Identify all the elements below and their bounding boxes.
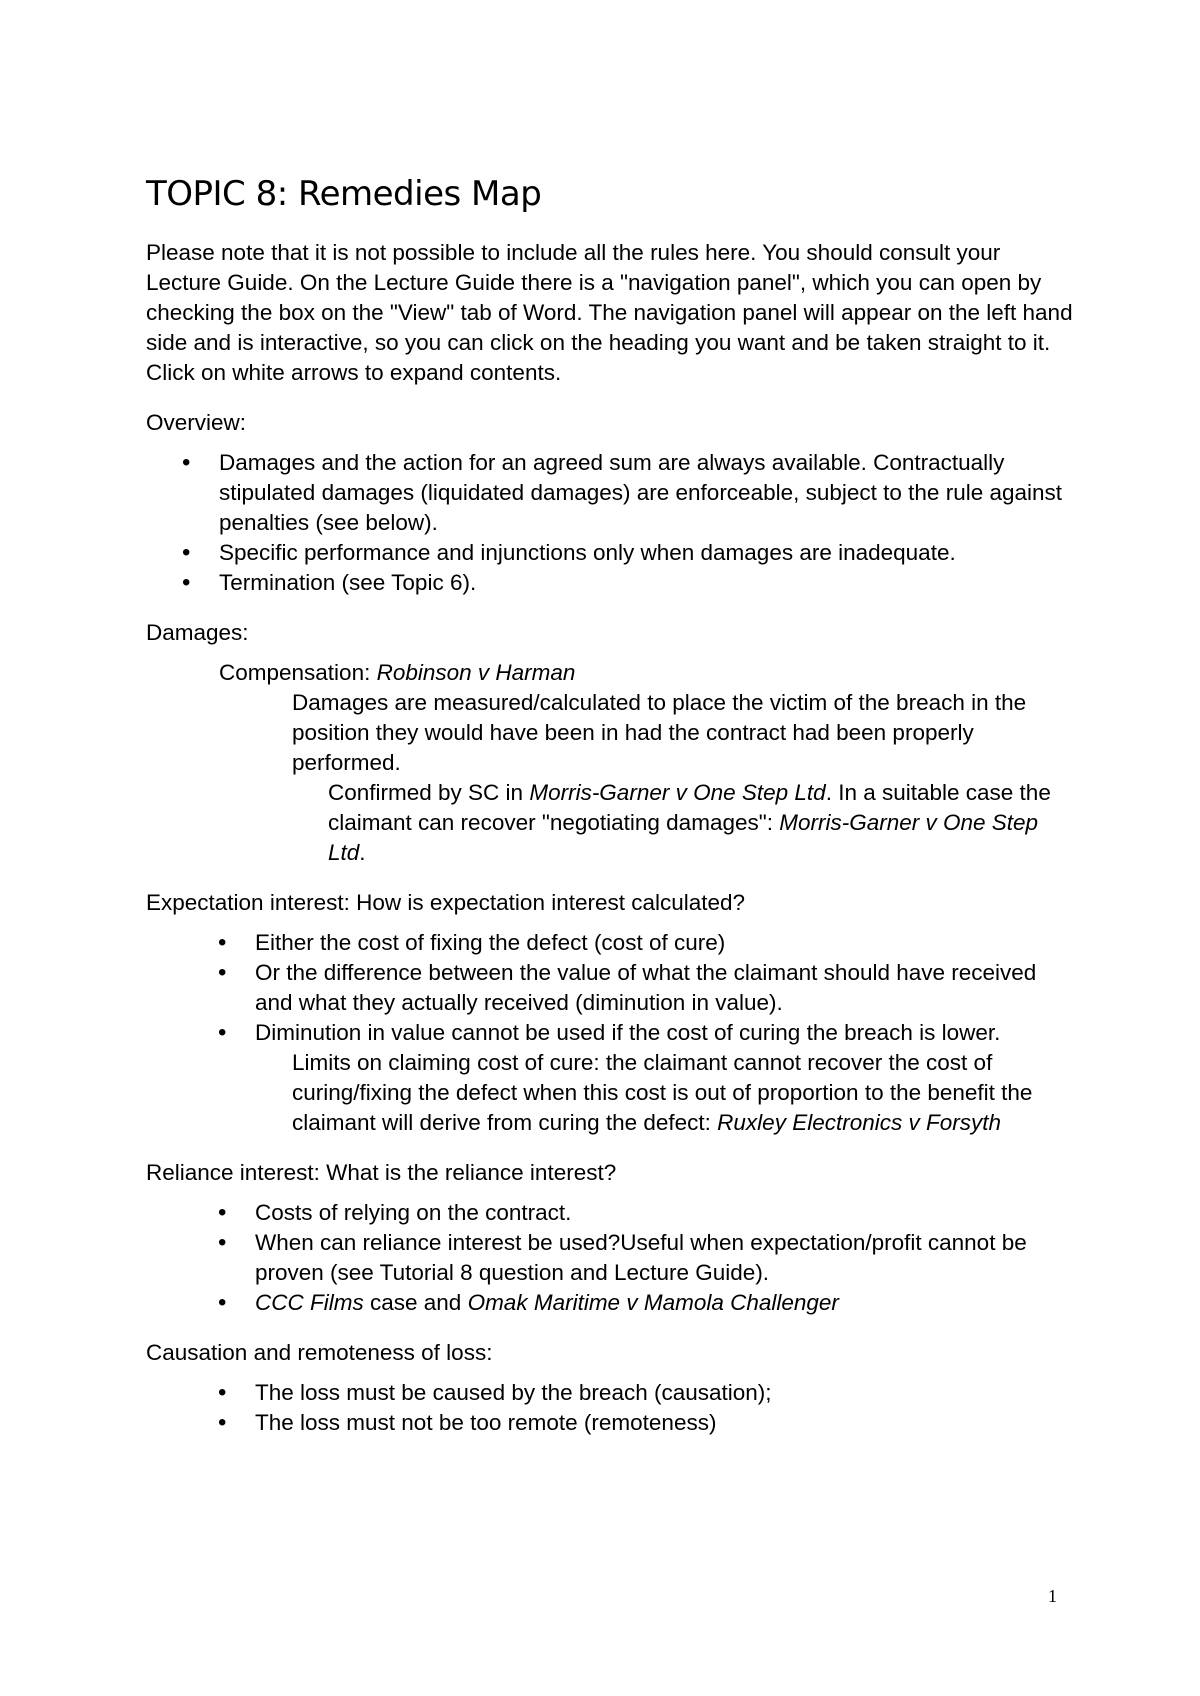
list-item: • Or the difference between the value of what the claimant should have received and what they actually received (diminution in value).: [146, 958, 1076, 1018]
document-body: [146, 172, 1076, 1438]
case-name: Omak Maritime v Mamola Challenger: [467, 1290, 839, 1315]
expectation-list: [146, 928, 1076, 1048]
confirmed-text: Confirmed by SC in: [328, 780, 530, 805]
reliance-heading: Reliance interest: What is the reliance interest?: [146, 1160, 617, 1185]
compensation-line: [146, 658, 1076, 688]
confirmed-paragraph: [146, 778, 1076, 868]
damages-heading: Damages:: [146, 620, 249, 645]
case-name: Morris-Garner v One Step Ltd: [529, 780, 826, 805]
case-name: CCC Films: [255, 1290, 364, 1315]
case-name: Ruxley Electronics v Forsyth: [717, 1110, 1002, 1135]
case-name: Morris-Garner v One Step Ltd: [328, 810, 1039, 865]
reliance-list: [146, 1198, 1076, 1318]
overview-heading: Overview:: [146, 410, 247, 435]
intro-paragraph: Please note that it is not possible to include all the rules here. You should consult your Lecture Guide. On the Lecture Guide there is a "navigation panel", which you can open by checking the box on the "View" tab of Word. The navigation panel will appear on the left hand side and is interactive, so you can click on the heading you want and be taken straight to it. Click on white arrows to expand contents.: [146, 240, 1073, 385]
case-name: Robinson v Harman: [376, 660, 576, 685]
list-item: • Termination (see Topic 6).: [146, 568, 1076, 598]
page-title: TOPIC 8: Remedies Map: [146, 174, 542, 214]
limits-paragraph: [146, 1048, 1076, 1138]
list-item: [146, 1288, 1076, 1318]
measure-paragraph: Damages are measured/calculated to place the victim of the breach in the position they would have been in had the contract had been properly performed.: [292, 690, 1027, 775]
expectation-heading: Expectation interest: How is expectation interest calculated?: [146, 890, 746, 915]
list-item: • Either the cost of fixing the defect (cost of cure): [146, 928, 1076, 958]
list-item: • The loss must not be too remote (remoteness): [146, 1408, 1076, 1438]
causation-heading: Causation and remoteness of loss:: [146, 1340, 493, 1365]
list-item: • Costs of relying on the contract.: [146, 1198, 1076, 1228]
overview-list: [146, 448, 1076, 598]
causation-list: [146, 1378, 1076, 1438]
list-item: • The loss must be caused by the breach (causation);: [146, 1378, 1076, 1408]
limits-text: Limits on claiming cost of cure: the claimant cannot recover the cost of curing/fixing the defect when this cost is out of proportion to the benefit the claimant will derive from curing the defect:: [292, 1050, 1033, 1135]
compensation-label: Compensation:: [219, 660, 377, 685]
list-item: • When can reliance interest be used?Useful when expectation/profit cannot be proven (see Tutorial 8 question and Lecture Guide).: [146, 1228, 1076, 1288]
page-number: 1: [1048, 1586, 1057, 1606]
list-item: • Damages and the action for an agreed sum are always available. Contractually stipulated damages (liquidated damages) are enforceable, subject to the rule against penalties (see below).: [146, 448, 1076, 538]
reliance-text: case and: [363, 1290, 468, 1315]
list-item: • Diminution in value cannot be used if the cost of curing the breach is lower.: [146, 1018, 1076, 1048]
confirmed-text: . In a suitable case the claimant can recover "negotiating damages":: [328, 780, 1051, 835]
list-item: • Specific performance and injunctions only when damages are inadequate.: [146, 538, 1076, 568]
confirmed-text: .: [359, 840, 366, 865]
